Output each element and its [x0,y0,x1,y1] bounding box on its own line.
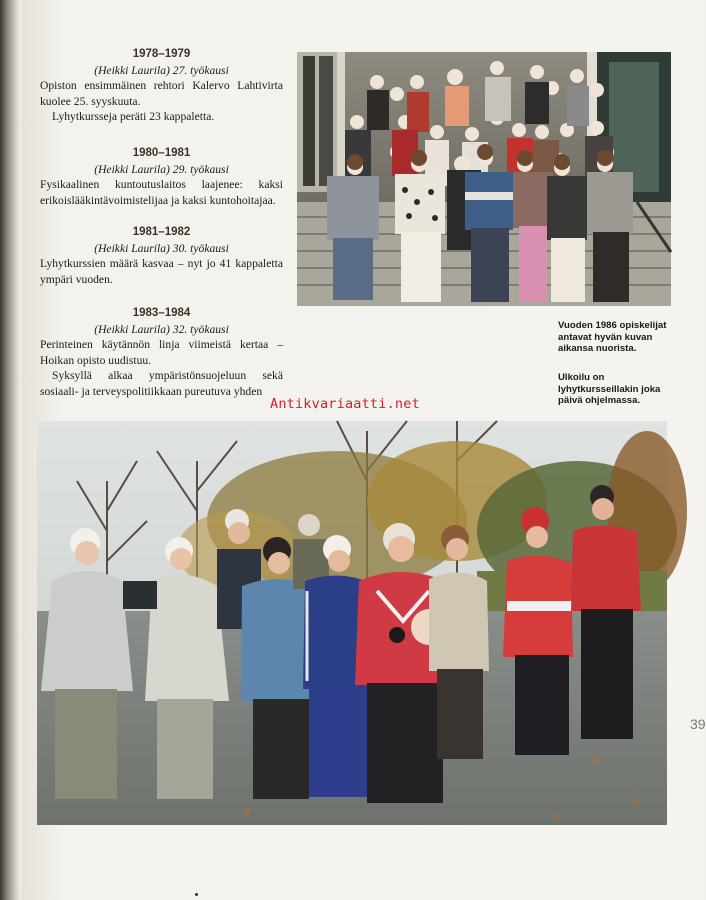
book-binding-shadow [0,0,22,900]
entry-text: Lyhytkurssien määrä kasvaa – nyt jo 41 kappaletta ympäri vuoden. [40,257,283,286]
outdoor-group-photo [37,421,667,825]
bottom-photo-caption: Ulkoilu on lyhytkursseillakin joka päivä ohjelmassa. [558,372,661,407]
page-number: 39 [690,716,706,732]
timeline-entry-1983 [40,306,283,400]
entry-subtitle: (Heikki Laurila) 30. työkausi [94,241,229,255]
timeline-entry-1981 [40,225,283,287]
timeline-entry-1978 [40,47,283,125]
timeline-entry-1980 [40,146,283,208]
entry-year: 1980–1981 [132,147,191,159]
top-photo-caption: Vuoden 1986 opiskelijat antavat hyvän kuvan aikansa nuorista. [558,320,667,355]
watermark-text: Antikvariaatti.net [270,396,420,412]
entry-subtitle: (Heikki Laurila) 27. työkausi [94,63,229,77]
entry-text: Fysikaalinen kuntoutuslaitos laajenee: kaksi erikoislääkintävoimistelijaa ja kaksi kuntohoitajaa. [40,178,283,207]
entry-text: Lyhytkursseja peräti 23 kappaletta. [52,110,215,124]
entry-year: 1978–1979 [132,48,191,60]
entry-subtitle: (Heikki Laurila) 29. työkausi [94,162,229,176]
entry-text: Opiston ensimmäinen rehtori Kalervo Lahtivirta kuolee 25. syyskuuta. [40,79,283,108]
entry-text: Syksyllä alkaa ympäristönsuojeluun sekä sosiaali- ja terveyspolitiikkaan pureutuva yhden [40,369,283,398]
entry-text: Perinteinen käytännön linja viimeistä kertaa – Hoikan opisto uudistuu. [40,338,283,367]
entry-year: 1983–1984 [132,307,191,319]
entry-subtitle: (Heikki Laurila) 32. työkausi [94,322,229,336]
entry-year: 1981–1982 [132,226,191,238]
print-mark [195,893,198,896]
students-group-photo [297,52,671,306]
